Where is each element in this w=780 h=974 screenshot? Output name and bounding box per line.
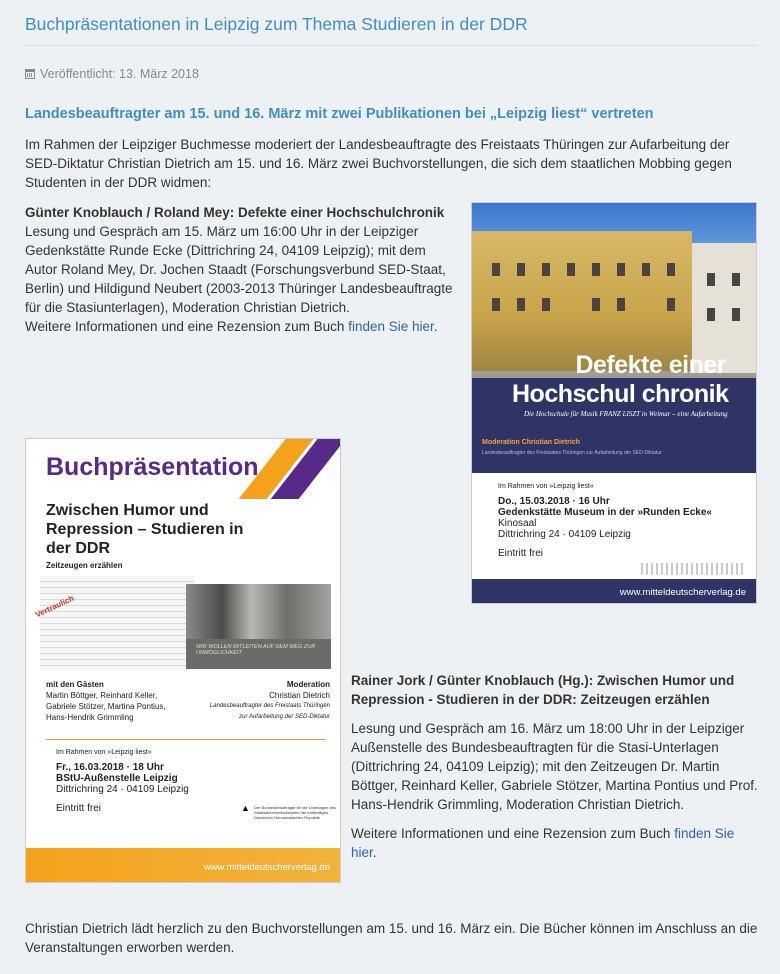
cover1-place: Gedenkstätte Museum in der »Runden Ecke« <box>498 507 712 518</box>
cover2-address: Dittrichring 24 · 04109 Leipzig <box>56 784 189 795</box>
cover2-place: BStU-Außenstelle Leipzig <box>56 773 178 784</box>
cover1-room: Kinosaal <box>498 518 537 529</box>
cover1-window <box>592 298 600 311</box>
cover1-moderator-role: Landesbeauftragter des Freistaates Thüringen zur Aufarbeitung der SED-Diktatur <box>482 450 662 456</box>
closing-paragraph: Christian Dietrich lädt herzlich zu den Buchvorstellungen am 15. und 16. März ein. Die Bücher können im Anschluss an die Veranstaltungen erworben werden. <box>25 921 758 955</box>
book1-cover-image <box>471 202 757 604</box>
cover2-free: Eintritt frei <box>56 803 102 814</box>
book1-section <box>25 203 453 336</box>
title-divider <box>25 45 757 46</box>
book2-cover-image <box>25 438 341 883</box>
cover1-window <box>707 308 715 321</box>
book1-body: Lesung und Gespräch am 15. März um 16:00 Uhr in der Leipziger Gedenkstätte Runde Ecke (Dittrichring 24, 04109 Leipzig); mit dem Autor Roland Mey, Dr. Jochen Staadt (Forschungsverbund SED-Staat, Berlin) und Hildigund Neubert (2003-2013 Thüringer Landesbeauftragte für die Stasiunterlagen), Moderation Christian Dietrich. <box>25 224 453 315</box>
cover2-lead: Im Rahmen von »Leipzig liest« <box>56 749 152 756</box>
book1-more-suffix: . <box>433 319 438 334</box>
cover2-guests <box>46 679 166 723</box>
cover2-date: Fr., 16.03.2018 · 18 Uhr <box>56 762 164 773</box>
cover2-mod-title: Moderation <box>286 680 330 689</box>
cover2-bstu-logo: Der Bundesbeauftragte für die Unterlagen des Staatssicherheitsdienstes der ehemaligen Deutschen Demokratischen Republik <box>254 805 336 820</box>
cover2-guests-line: Martin Böttger, Reinhard Keller, <box>46 691 158 700</box>
cover2-event-info <box>56 749 256 814</box>
cover2-divider <box>46 739 326 740</box>
book2-more-suffix: . <box>372 845 377 860</box>
cover1-title-line1: Defekte einer <box>575 351 726 379</box>
cover2-book-subtitle: Zeitzeugen erzählen <box>46 561 123 570</box>
cover1-title-line2: Hochschul chronik <box>512 380 729 408</box>
book1-heading: Günter Knoblauch / Roland Mey: Defekte einer Hochschulchronik <box>25 205 445 220</box>
cover1-window <box>542 263 550 276</box>
published-meta <box>25 67 199 81</box>
cover1-address: Dittrichring 24 · 04109 Leipzig <box>498 529 631 540</box>
cover1-logos <box>641 563 746 575</box>
cover1-window <box>517 298 525 311</box>
cover1-window <box>617 263 625 276</box>
cover1-moderation: Moderation Christian Dietrich <box>482 439 581 446</box>
cover1-window <box>642 263 650 276</box>
book1-more-link[interactable]: finden Sie hier <box>348 319 434 334</box>
cover2-guests-title: mit den Gästen <box>46 680 104 689</box>
book2-more-text: Weitere Informationen und eine Rezension zum Buch <box>351 826 675 841</box>
cover1-event-info <box>498 483 738 559</box>
calendar-icon <box>25 69 35 79</box>
published-date: 13. März 2018 <box>119 67 199 81</box>
cover1-window <box>732 308 740 321</box>
cover1-subtitle: Die Hochschule für Musik FRANZ LISZT in Weimar – eine Aufarbeitung <box>524 410 728 418</box>
cover2-book-title: Zwischen Humor und Repression – Studieren in der DDR <box>46 502 244 557</box>
cover1-free: Eintritt frei <box>498 548 544 559</box>
cover1-footer: www.mitteldeutscherverlag.de <box>472 579 757 604</box>
published-label: Veröffentlicht: <box>40 67 116 81</box>
cover1-window <box>667 298 675 311</box>
cover2-document <box>40 576 195 671</box>
cover2-mod-role: zur Aufarbeitung der SED-Diktatur <box>239 714 330 720</box>
cover1-date: Do., 15.03.2018 · 16 Uhr <box>498 496 610 507</box>
cover1-window <box>732 273 740 286</box>
cover1-window <box>592 263 600 276</box>
book2-more <box>351 824 761 862</box>
cover2-guests-line: Gabriele Stötzer, Martina Pontius, <box>46 702 166 711</box>
cover2-mod-role: Landesbeauftragter des Freistaats Thüringen <box>209 703 330 709</box>
book2-body: Lesung und Gespräch am 16. März um 18:00 Uhr in der Leipziger Außenstelle des Bundesbeauftragten für die Stasi-Unterlagen (Dittrichring 24, 04109 Leipzig); mit den Zeitzeugen Dr. Martin Böttger, Reinhard Keller, Gabriele Stötzer, Martina Pontius und Prof. Hans-Hendrik Grimmling, Moderation Christian Dietrich. <box>351 721 758 812</box>
cover2-train-photo <box>186 584 331 639</box>
article-subtitle: Landesbeauftragter am 15. und 16. März mit zwei Publikationen bei „Leipzig liest“ vertreten <box>25 106 654 122</box>
cover1-window <box>492 298 500 311</box>
cover2-guests-line: Hans-Hendrik Grimmling <box>46 713 134 722</box>
cover1-building <box>472 231 692 371</box>
cover1-window <box>492 263 500 276</box>
cover1-window <box>517 263 525 276</box>
cover1-window <box>617 298 625 311</box>
cover2-graffiti: WIR WOLLEN MITLEITEN AUF DEM WEG ZUR UNMÖGLICHKEIT <box>186 639 331 669</box>
book2-heading: Rainer Jork / Günter Knoblauch (Hg.): Zwischen Humor und Repression - Studieren in der DDR: Zeitzeugen erzählen <box>351 673 735 707</box>
book2-more-link[interactable]: finden Sie hier <box>351 826 735 860</box>
cover1-window <box>542 298 550 311</box>
cover2-stamp: Vertraulich <box>34 593 76 620</box>
article-title: Buchpräsentationen in Leipzig zum Thema Studieren in der DDR <box>25 14 528 34</box>
intro-paragraph: Im Rahmen der Leipziger Buchmesse moderiert der Landesbeauftragte des Freistaats Thüringen zur Aufarbeitung der SED-Diktatur Christian Dietrich am 15. und 16. März zwei Buchvorstellungen, die sich dem staatlichen Mobbing gegen Studenten in der DDR widmen: <box>25 137 732 190</box>
cover1-window <box>567 263 575 276</box>
cover2-footer: www.mitteldeutscherverlag.de <box>26 848 341 883</box>
cover1-window <box>667 263 675 276</box>
eagle-icon: ▲ <box>241 803 250 813</box>
book2-section <box>351 671 761 872</box>
cover1-lead: Im Rahmen von »Leipzig liest« <box>498 483 594 490</box>
cover2-moderation <box>210 679 330 723</box>
cover1-window <box>707 273 715 286</box>
cover2-heading: Buchpräsentation <box>46 453 259 481</box>
book1-more-text: Weitere Informationen und eine Rezension zum Buch <box>25 319 349 334</box>
book1-more <box>25 317 453 336</box>
cover2-mod-name: Christian Dietrich <box>269 691 330 700</box>
